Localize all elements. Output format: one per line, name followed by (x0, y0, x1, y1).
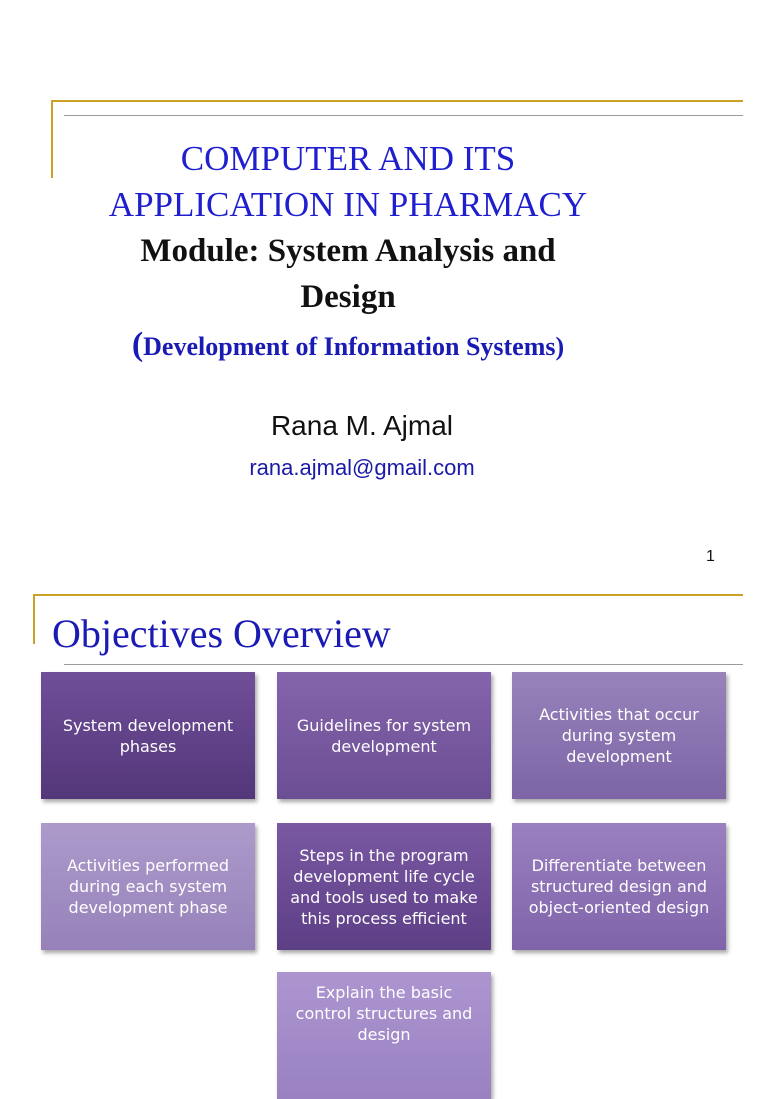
objective-box-2 (277, 672, 491, 799)
subtitle-open-paren: ( (131, 326, 144, 363)
objective-box-1 (41, 672, 255, 799)
module-title-line2: Design (300, 279, 396, 315)
slide2-divider (64, 664, 743, 665)
objective-text-2: Guidelines for system development (296, 715, 472, 756)
slide2-top-border (33, 594, 743, 596)
objective-text-7: Explain the basic control structures and design (295, 983, 473, 1044)
subtitle-text: Development of Information Systems) (143, 332, 565, 361)
course-title-line2: APPLICATION IN PHARMACY (108, 185, 588, 224)
page-number: 1 (706, 548, 715, 565)
slide1-divider (64, 115, 743, 116)
slide1-top-border (51, 100, 743, 102)
author-email[interactable]: rana.ajmal@gmail.com (249, 455, 475, 480)
objective-box-3 (512, 672, 726, 799)
module-title-line1: Module: System Analysis and (140, 233, 556, 269)
objective-box-5 (277, 823, 491, 950)
author-name: Rana M. Ajmal (270, 410, 454, 441)
objective-text-3: Activities that occur during system development (539, 705, 699, 766)
objective-text-5: Steps in the program development life cycle and tools used to make this process efficient (290, 845, 478, 928)
module-title (0, 228, 696, 320)
objectives-title: Objectives Overview (52, 611, 391, 656)
module-subtitle (0, 326, 696, 364)
objective-text-6: Differentiate between structured design and object-oriented design (528, 856, 710, 917)
slide2-left-border (33, 594, 35, 644)
course-title-line1: COMPUTER AND ITS (180, 139, 516, 178)
objective-box-6 (512, 823, 726, 950)
objectives-slide (0, 590, 768, 1044)
course-title (0, 136, 696, 228)
objective-text-4: Activities performed during each system development phase (67, 856, 229, 917)
objective-box-7 (277, 972, 491, 1099)
objective-text-1: System development phases (62, 715, 234, 756)
objective-box-4 (41, 823, 255, 950)
